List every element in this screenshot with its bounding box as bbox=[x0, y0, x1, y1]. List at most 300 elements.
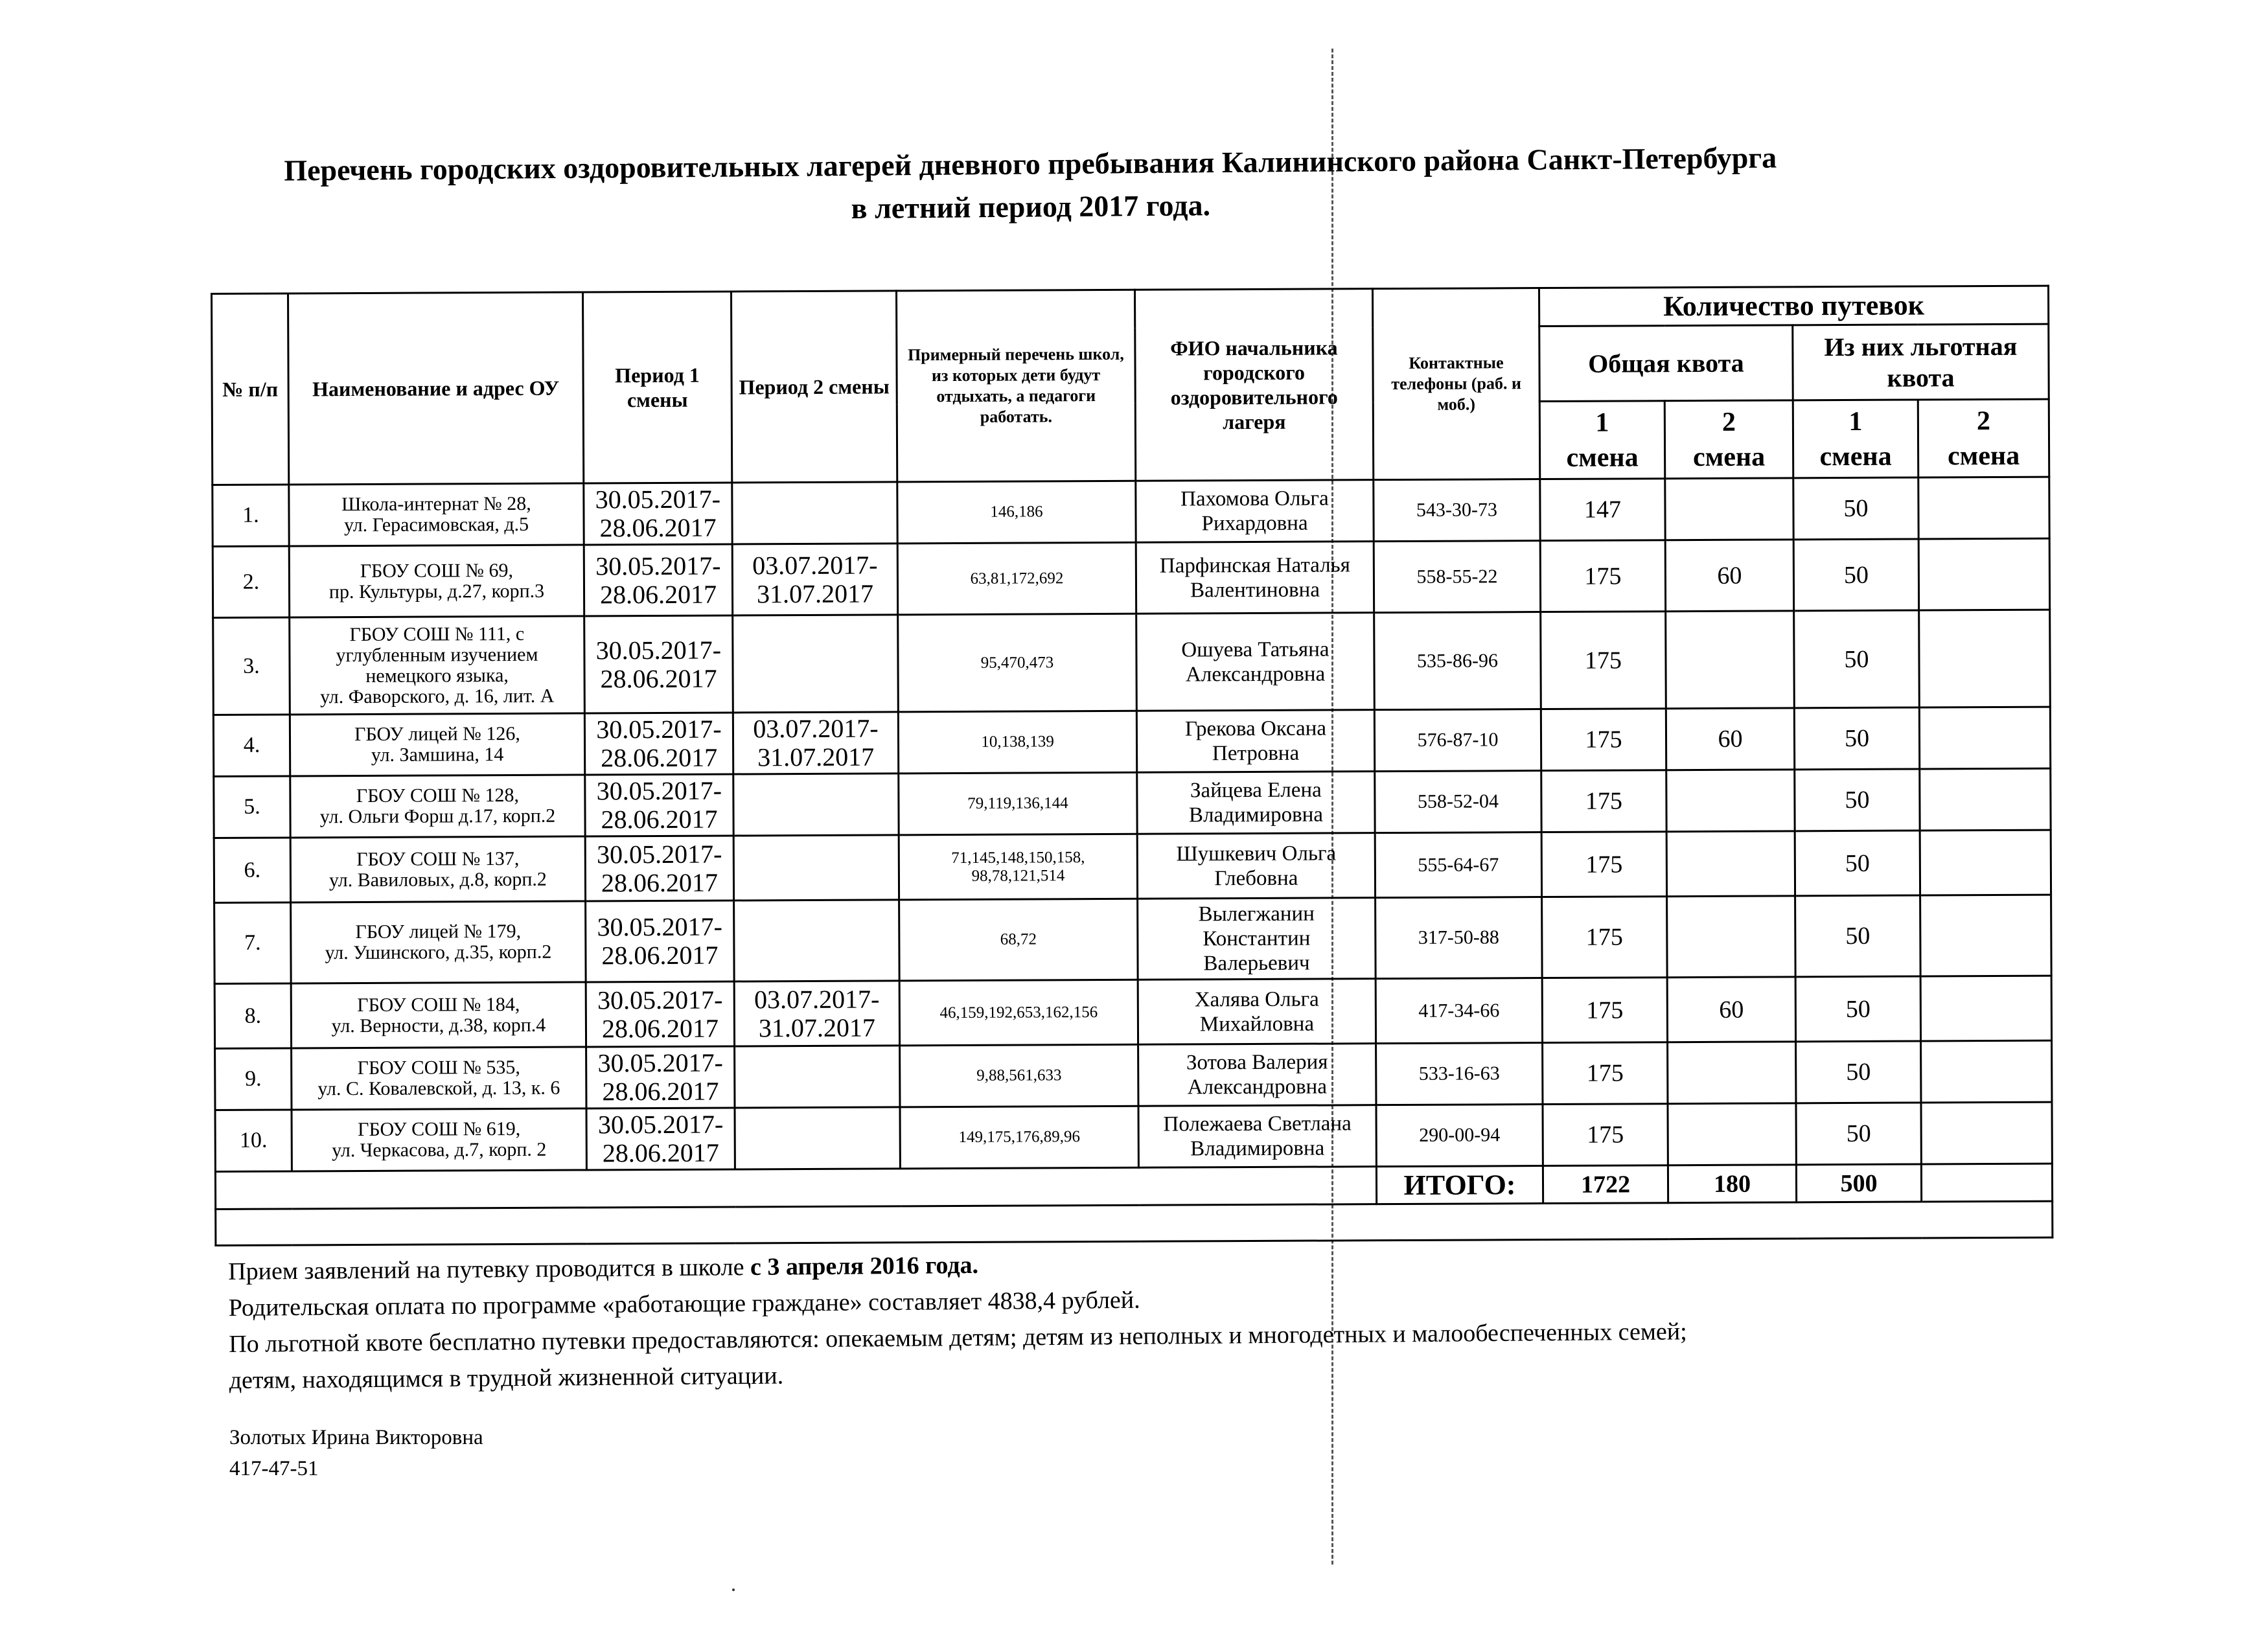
pref-quota-shift2-value bbox=[1924, 574, 2045, 575]
pref-quota-shift1-value: 50 bbox=[1845, 922, 1871, 950]
header-phone: Контактные телефоны (раб. и моб.) bbox=[1372, 288, 1539, 480]
camp-head-fio-line-2: Александровна bbox=[1187, 1075, 1328, 1099]
total-general-shift2-value: 180 bbox=[1713, 1170, 1751, 1198]
pref-quota-shift2-value bbox=[1925, 862, 2046, 863]
general-quota-shift2 bbox=[1667, 896, 1796, 978]
period-shift2 bbox=[733, 615, 899, 713]
period-shift1-end: 28.06.2017 bbox=[599, 512, 717, 543]
header-period2: Период 2 смены bbox=[731, 291, 897, 483]
period-shift2-end bbox=[739, 940, 894, 941]
camp-head-fio-line-2: Михайловна bbox=[1199, 1012, 1315, 1036]
row-number-text: 9. bbox=[244, 1066, 262, 1091]
contact-phone-cell bbox=[1375, 832, 1541, 898]
row-number bbox=[213, 715, 290, 777]
school-name: ГБОУ СОШ № 184, bbox=[357, 993, 520, 1016]
camp-head-fio-line-1: Полежаева Светлана bbox=[1163, 1112, 1352, 1136]
table-row bbox=[214, 976, 2051, 1048]
school-list-text: 63,81,172,692 bbox=[970, 569, 1064, 588]
school-name-address bbox=[292, 1047, 586, 1110]
school-name: Школа-интернат № 28, bbox=[341, 492, 531, 516]
row-number-text: 2. bbox=[242, 569, 260, 594]
camp-head-fio-line-2: Константин bbox=[1203, 926, 1311, 951]
period-shift2 bbox=[732, 544, 897, 615]
camp-head-fio-line-1: Шушкевич Ольга bbox=[1176, 841, 1337, 866]
school-list-text: 9,88,561,633 bbox=[976, 1066, 1062, 1084]
school-list-text: 10,138,139 bbox=[981, 733, 1054, 751]
pref-quota-shift1-value: 50 bbox=[1845, 995, 1871, 1023]
period-shift2 bbox=[735, 1046, 900, 1108]
note-line-1-date: с 3 апреля 2016 года. bbox=[750, 1251, 979, 1281]
contact-phone-cell bbox=[1374, 479, 1540, 542]
general-quota-shift2-value bbox=[1672, 1072, 1791, 1073]
period-shift2-start bbox=[739, 940, 894, 941]
row-number bbox=[213, 546, 289, 618]
period-shift1 bbox=[584, 544, 732, 616]
pref-quota-shift2-value bbox=[1926, 1008, 2047, 1009]
school-address: ул. Герасимовская, д.5 bbox=[343, 513, 529, 536]
pref-quota-shift1-value: 50 bbox=[1843, 494, 1869, 523]
school-address: ул. Верности, д.38, корп.4 bbox=[331, 1014, 546, 1037]
document-title bbox=[181, 135, 1880, 236]
school-name: ГБОУ СОШ № 111, с углубленным изучением немецкого языка, bbox=[336, 623, 538, 687]
school-address: ул. Черкасова, д.7, корп. 2 bbox=[332, 1138, 547, 1162]
pref-quota-shift2 bbox=[1919, 707, 2050, 769]
pref-quota-shift1 bbox=[1795, 895, 1921, 977]
row-number-text: 8. bbox=[244, 1004, 262, 1028]
school-address: ул. Ушинского, д.35, корп.2 bbox=[325, 941, 552, 964]
period-shift1 bbox=[584, 483, 732, 545]
general-quota-shift2-value bbox=[1671, 800, 1790, 801]
school-list-text: 79,119,136,144 bbox=[967, 794, 1068, 812]
table-row bbox=[213, 538, 2049, 617]
general-quota-shift2 bbox=[1667, 977, 1795, 1042]
period-shift2-start: 03.07.2017- bbox=[753, 713, 879, 744]
table-row bbox=[215, 1102, 2052, 1171]
notes-block bbox=[228, 1241, 1687, 1399]
pref-quota-shift2-value bbox=[1924, 799, 2045, 800]
camp-head-fio bbox=[1138, 1044, 1376, 1107]
school-list-text: 46,159,192,653,162,156 bbox=[939, 1003, 1098, 1022]
period-shift2-end: 31.07.2017 bbox=[757, 742, 875, 772]
empty-trailing-cell bbox=[216, 1201, 2053, 1245]
period-shift2-start bbox=[739, 867, 894, 868]
pref-quota-shift1-value: 50 bbox=[1845, 786, 1870, 814]
school-name-address bbox=[289, 545, 584, 617]
school-name: ГБОУ СОШ № 619, bbox=[357, 1118, 521, 1141]
period-shift1-start: 30.05.2017- bbox=[596, 775, 722, 806]
period-shift2-end bbox=[737, 512, 892, 513]
row-number-text: 6. bbox=[244, 858, 261, 882]
camp-head-fio-line-1: Вылегжанин bbox=[1198, 902, 1315, 926]
camp-head-fio-line-1: Пахомова Ольга bbox=[1180, 487, 1329, 511]
contact-phone-cell bbox=[1374, 541, 1540, 613]
period-shift2-end: 31.07.2017 bbox=[756, 579, 874, 608]
table-row bbox=[213, 707, 2050, 776]
general-quota-shift1-value: 175 bbox=[1585, 787, 1623, 815]
empty-trailing-row bbox=[216, 1201, 2053, 1245]
period-shift2 bbox=[733, 835, 899, 901]
camp-head-fio bbox=[1136, 480, 1374, 543]
general-quota-shift1-value: 147 bbox=[1583, 496, 1622, 523]
total-label-text: ИТОГО: bbox=[1403, 1169, 1516, 1201]
camps-table bbox=[211, 285, 2053, 1246]
row-number bbox=[213, 617, 290, 715]
school-address: ул. Замшина, 14 bbox=[371, 744, 504, 766]
school-name-address bbox=[290, 836, 585, 902]
school-name-address bbox=[290, 713, 584, 776]
period-shift2-start bbox=[738, 663, 893, 664]
contact-phone-text: 535-86-96 bbox=[1416, 649, 1499, 672]
row-number-text: 10. bbox=[239, 1128, 268, 1153]
header-name: Наименование и адрес ОУ bbox=[288, 292, 584, 485]
general-quota-shift1 bbox=[1541, 770, 1666, 832]
school-list bbox=[900, 1044, 1138, 1107]
school-address: ул. Ольги Форш д.17, корп.2 bbox=[319, 805, 556, 828]
contact-phone-text: 558-52-04 bbox=[1417, 790, 1499, 812]
note-line-3: По льготной квоте бесплатно путевки предоставляются: опекаемым детям; детям из неполных и многодетных и малообеспеченных семей; bbox=[229, 1318, 1687, 1358]
row-number-text: 7. bbox=[244, 930, 261, 955]
general-quota-shift1 bbox=[1543, 1104, 1668, 1166]
school-list bbox=[899, 834, 1137, 900]
contact-phone-text: 290-00-94 bbox=[1419, 1124, 1501, 1146]
period-shift1-end: 28.06.2017 bbox=[599, 579, 717, 609]
general-quota-shift2 bbox=[1666, 611, 1795, 709]
row-number bbox=[214, 838, 290, 903]
school-list bbox=[899, 899, 1138, 981]
camps-table-wrapper bbox=[211, 285, 2053, 1246]
period-shift1 bbox=[584, 615, 733, 713]
school-address: ул. С. Ковалевской, д. 13, к. 6 bbox=[317, 1077, 560, 1100]
pref-quota-shift1 bbox=[1796, 1041, 1921, 1103]
pref-quota-shift2 bbox=[1920, 895, 2052, 976]
school-list bbox=[898, 711, 1136, 774]
row-number bbox=[215, 1048, 292, 1110]
general-quota-shift2 bbox=[1666, 831, 1795, 897]
general-quota-shift1-value: 175 bbox=[1585, 726, 1622, 753]
scan-speck bbox=[732, 1589, 735, 1591]
contact-phone-cell bbox=[1376, 1043, 1543, 1105]
pref-quota-shift2 bbox=[1918, 477, 2049, 539]
pref-quota-shift2 bbox=[1921, 1102, 2052, 1164]
general-quota-shift2-value: 60 bbox=[1717, 562, 1742, 590]
general-quota-shift1 bbox=[1543, 1042, 1668, 1105]
row-number-text: 1. bbox=[242, 503, 259, 527]
camp-head-fio bbox=[1137, 833, 1375, 899]
pref-quota-shift2-value bbox=[1924, 658, 2045, 659]
contact-phone-text: 533-16-63 bbox=[1418, 1062, 1500, 1084]
contact-phone-cell bbox=[1376, 897, 1543, 979]
period-shift2-start: 03.07.2017- bbox=[754, 984, 880, 1014]
general-quota-shift2 bbox=[1666, 770, 1795, 832]
pref-quota-shift2-value bbox=[1925, 935, 2046, 936]
period-shift2-start bbox=[738, 804, 893, 805]
period-shift1 bbox=[585, 836, 733, 901]
pref-quota-shift2-value bbox=[1923, 508, 2044, 509]
pref-quota-shift2-value bbox=[1926, 1133, 2047, 1134]
school-list bbox=[897, 481, 1136, 544]
row-number bbox=[214, 902, 292, 984]
general-quota-shift2-value: 60 bbox=[1719, 996, 1744, 1024]
header-general-shift2-word: смена bbox=[1692, 442, 1766, 472]
header-pref-shift2 bbox=[1918, 399, 2049, 477]
general-quota-shift1-value: 175 bbox=[1587, 1121, 1624, 1149]
camp-head-fio-line-2: Петровна bbox=[1212, 741, 1300, 766]
total-pref-shift2 bbox=[1921, 1164, 2052, 1202]
general-quota-shift1-value: 175 bbox=[1584, 647, 1622, 674]
pref-quota-shift1-value: 50 bbox=[1846, 1058, 1871, 1086]
header-general-shift1-num: 1 bbox=[1595, 407, 1609, 438]
header-pref-shift2-num: 2 bbox=[1976, 406, 1991, 436]
school-name-address bbox=[290, 775, 585, 838]
contact-block bbox=[229, 1422, 483, 1484]
pref-quota-shift1-value: 50 bbox=[1844, 645, 1869, 673]
general-quota-shift2 bbox=[1665, 540, 1793, 612]
general-quota-shift1 bbox=[1542, 978, 1667, 1043]
period-shift1-end: 28.06.2017 bbox=[601, 804, 718, 834]
period-shift1 bbox=[586, 1046, 735, 1108]
camp-head-fio-line-2: Рихардовна bbox=[1201, 511, 1308, 536]
pref-quota-shift1 bbox=[1793, 477, 1918, 540]
school-address: ул. Вавиловых, д.8, корп.2 bbox=[328, 868, 547, 891]
note-line-1-prefix: Прием заявлений на путевку проводится в школе bbox=[228, 1253, 751, 1285]
camp-head-fio-line-2: Глебовна bbox=[1214, 866, 1298, 890]
camp-head-fio-line-2: Валентиновна bbox=[1190, 578, 1320, 602]
row-number-text: 4. bbox=[243, 733, 260, 757]
school-list-text: 146,186 bbox=[990, 503, 1043, 521]
contact-phone-text: 543-30-73 bbox=[1416, 499, 1498, 521]
contact-phone: 417-47-51 bbox=[229, 1457, 319, 1480]
header-num: № п/п bbox=[212, 293, 289, 485]
general-quota-shift1 bbox=[1541, 832, 1666, 897]
camp-head-fio-line-1: Зотова Валерия bbox=[1186, 1050, 1328, 1075]
period-shift1-end: 28.06.2017 bbox=[601, 940, 719, 970]
period-shift2 bbox=[732, 482, 897, 544]
table-row bbox=[214, 830, 2051, 902]
school-name: ГБОУ СОШ № 535, bbox=[357, 1056, 520, 1079]
table-row bbox=[213, 610, 2051, 715]
title-line-1: Перечень городских оздоровительных лагерей дневного пребывания Калининского района Санкт-Петербурга bbox=[284, 141, 1777, 187]
period-shift1 bbox=[586, 901, 735, 982]
pref-quota-shift2-value bbox=[1924, 738, 2045, 739]
pref-quota-shift1 bbox=[1793, 539, 1918, 611]
period-shift2-end bbox=[738, 663, 893, 664]
period-shift1 bbox=[585, 774, 733, 836]
camp-head-fio-line-1: Халява Ольга bbox=[1194, 987, 1319, 1011]
period-shift1 bbox=[586, 981, 734, 1047]
school-list bbox=[900, 1106, 1138, 1169]
school-list-text: 95,470,473 bbox=[980, 653, 1054, 672]
table-row bbox=[214, 768, 2051, 838]
period-shift2-end bbox=[739, 867, 894, 868]
contact-phone-text: 317-50-88 bbox=[1418, 926, 1499, 948]
period-shift1 bbox=[586, 1108, 735, 1170]
school-name-address bbox=[291, 982, 586, 1048]
contact-phone-text: 417-34-66 bbox=[1418, 999, 1500, 1022]
school-name-address bbox=[292, 1108, 586, 1171]
table-row bbox=[213, 477, 2049, 546]
contact-phone-cell bbox=[1374, 709, 1541, 772]
period-shift2 bbox=[733, 774, 899, 836]
period-shift1-end: 28.06.2017 bbox=[600, 663, 717, 693]
school-name-address bbox=[291, 901, 586, 983]
pref-quota-shift1 bbox=[1795, 831, 1920, 896]
school-address: ул. Фаворского, д. 16, лит. А bbox=[319, 685, 555, 707]
school-list-text: 149,175,176,89,96 bbox=[958, 1128, 1081, 1146]
general-quota-shift2 bbox=[1666, 708, 1794, 770]
camp-head-fio-line-1: Ошуева Татьяна bbox=[1181, 637, 1330, 661]
camp-head-fio-line-1: Парфинская Наталья bbox=[1159, 553, 1350, 578]
period-shift1-start: 30.05.2017- bbox=[597, 985, 723, 1015]
contact-phone-cell bbox=[1374, 612, 1541, 710]
general-quota-shift1-value: 175 bbox=[1585, 850, 1623, 878]
general-quota-shift1 bbox=[1541, 709, 1666, 771]
period-shift1-start: 30.05.2017- bbox=[596, 714, 722, 744]
camp-head-fio bbox=[1138, 898, 1376, 980]
header-general-shift2 bbox=[1664, 400, 1793, 479]
period-shift2-end: 31.07.2017 bbox=[758, 1013, 876, 1042]
school-name: ГБОУ СОШ № 137, bbox=[356, 847, 520, 870]
total-general-shift1-value: 1722 bbox=[1580, 1170, 1631, 1199]
school-list bbox=[899, 772, 1137, 835]
pref-quota-shift2 bbox=[1920, 830, 2051, 895]
pref-quota-shift1 bbox=[1794, 707, 1919, 770]
pref-quota-shift1 bbox=[1794, 610, 1920, 708]
period-shift1-start: 30.05.2017- bbox=[597, 912, 723, 942]
pref-quota-shift1 bbox=[1796, 1103, 1921, 1165]
contact-phone-text: 555-64-67 bbox=[1418, 853, 1499, 876]
title-line-2: в летний период 2017 года. bbox=[851, 189, 1211, 225]
header-period1: Период 1 смены bbox=[583, 292, 732, 483]
period-shift1-start: 30.05.2017- bbox=[595, 484, 721, 514]
period-shift1-start: 30.05.2017- bbox=[597, 1048, 723, 1078]
camp-head-fio-line-2: Владимировна bbox=[1188, 803, 1324, 827]
header-general-quota: Общая квота bbox=[1539, 325, 1793, 402]
pref-quota-shift2 bbox=[1918, 538, 2050, 610]
general-quota-shift2 bbox=[1668, 1042, 1796, 1104]
period-shift2-start bbox=[737, 512, 892, 513]
school-name: ГБОУ лицей № 126, bbox=[354, 722, 520, 746]
camp-head-fio-line-1: Зайцева Елена bbox=[1190, 778, 1322, 803]
header-pref-quota: Из них льготная квота bbox=[1793, 324, 2049, 400]
school-name-address bbox=[289, 483, 584, 546]
total-general-shift2 bbox=[1668, 1165, 1796, 1203]
school-address: пр. Культуры, д.27, корп.3 bbox=[328, 580, 545, 602]
row-number bbox=[213, 485, 289, 547]
camp-head-fio bbox=[1136, 710, 1374, 773]
contact-phone-text: 558-55-22 bbox=[1416, 565, 1498, 588]
pref-quota-shift2 bbox=[1921, 1040, 2052, 1103]
contact-name: Золотых Ирина Викторовна bbox=[229, 1426, 483, 1449]
pref-quota-shift2 bbox=[1919, 610, 2051, 707]
pref-quota-shift1-value: 50 bbox=[1843, 561, 1869, 589]
period-shift1-end: 28.06.2017 bbox=[602, 1076, 719, 1107]
pref-quota-shift1 bbox=[1795, 976, 1920, 1042]
camp-head-fio-line-1: Грекова Оксана bbox=[1184, 717, 1327, 741]
table-row bbox=[214, 895, 2052, 983]
general-quota-shift2 bbox=[1668, 1103, 1796, 1165]
period-shift1-start: 30.05.2017- bbox=[595, 551, 721, 580]
header-general-shift1-word: смена bbox=[1566, 442, 1639, 473]
period-shift1-start: 30.05.2017- bbox=[597, 839, 722, 869]
general-quota-shift1 bbox=[1541, 612, 1666, 709]
note-line-2: Родительская оплата по программе «работающие граждане» составляет 4838,4 рублей. bbox=[228, 1286, 1140, 1322]
note-line-4: детям, находящимся в трудной жизненной ситуации. bbox=[229, 1362, 784, 1394]
camp-head-fio-line-2: Александровна bbox=[1185, 662, 1326, 686]
contact-phone-text: 576-87-10 bbox=[1417, 729, 1499, 751]
period-shift2-end bbox=[738, 804, 893, 805]
total-pref-shift1-value: 500 bbox=[1840, 1169, 1878, 1197]
period-shift2-start: 03.07.2017- bbox=[752, 550, 878, 580]
period-shift2 bbox=[734, 981, 899, 1046]
header-pref-shift2-word: смена bbox=[1947, 441, 2020, 471]
general-quota-shift1-value: 175 bbox=[1584, 562, 1622, 590]
pref-quota-shift1-value: 50 bbox=[1845, 849, 1870, 877]
general-quota-shift1-value: 175 bbox=[1585, 923, 1623, 951]
period-shift1-start: 30.05.2017- bbox=[597, 1109, 724, 1140]
school-list-text: 71,145,148,150,158, 98,78,121,514 bbox=[951, 848, 1085, 885]
total-pref-shift1 bbox=[1796, 1164, 1921, 1202]
camp-head-fio bbox=[1138, 979, 1376, 1045]
general-quota-shift1 bbox=[1540, 479, 1665, 541]
camp-head-fio bbox=[1137, 772, 1375, 834]
header-pref-shift1 bbox=[1793, 400, 1918, 478]
period-shift2-end bbox=[739, 1076, 895, 1077]
general-quota-shift1-value: 175 bbox=[1586, 996, 1624, 1024]
header-schools: Примерный перечень школ, из которых дети будут отдыхать, а педагоги работать. bbox=[896, 290, 1135, 482]
contact-phone-cell bbox=[1375, 771, 1541, 833]
camp-head-fio-line-2: Владимировна bbox=[1190, 1136, 1325, 1161]
period-shift1-end: 28.06.2017 bbox=[601, 742, 718, 773]
camp-head-fio-line-3: Валерьевич bbox=[1203, 951, 1310, 976]
period-shift1 bbox=[584, 713, 733, 775]
header-fio: ФИО начальника городского оздоровительного лагеря bbox=[1134, 289, 1373, 481]
total-label bbox=[1376, 1166, 1543, 1204]
camp-head-fio bbox=[1136, 613, 1375, 711]
total-row-spacer bbox=[215, 1167, 1376, 1210]
row-number bbox=[214, 776, 290, 838]
header-general-shift2-num: 2 bbox=[1721, 407, 1736, 437]
pref-quota-shift2 bbox=[1920, 976, 2051, 1041]
period-shift2 bbox=[735, 1107, 900, 1169]
general-quota-shift2-value: 60 bbox=[1718, 725, 1743, 753]
pref-quota-shift2 bbox=[1920, 768, 2051, 831]
general-quota-shift1 bbox=[1542, 897, 1668, 978]
period-shift2 bbox=[734, 900, 900, 981]
pref-quota-shift1-value: 50 bbox=[1844, 724, 1870, 753]
school-list bbox=[898, 614, 1137, 712]
general-quota-shift1-value: 175 bbox=[1586, 1059, 1624, 1087]
period-shift2 bbox=[733, 712, 898, 774]
camp-head-fio bbox=[1138, 1105, 1376, 1168]
pref-quota-shift1 bbox=[1795, 769, 1920, 831]
period-shift2-start bbox=[739, 1076, 895, 1077]
contact-phone-cell bbox=[1376, 1105, 1543, 1167]
row-number-text: 3. bbox=[243, 654, 260, 678]
school-list bbox=[897, 542, 1136, 615]
table-row bbox=[215, 1040, 2052, 1110]
school-name: ГБОУ лицей № 179, bbox=[355, 920, 522, 943]
general-quota-shift2 bbox=[1665, 478, 1793, 540]
row-number bbox=[215, 1110, 292, 1172]
school-name: ГБОУ СОШ № 69, bbox=[360, 559, 514, 582]
total-general-shift1 bbox=[1543, 1165, 1668, 1204]
camp-head-fio bbox=[1136, 542, 1374, 614]
header-general-shift1 bbox=[1539, 401, 1665, 479]
period-shift1-start: 30.05.2017- bbox=[595, 635, 722, 665]
school-name-address bbox=[290, 616, 585, 715]
school-list-text: 68,72 bbox=[1000, 930, 1037, 948]
row-number bbox=[214, 983, 291, 1049]
